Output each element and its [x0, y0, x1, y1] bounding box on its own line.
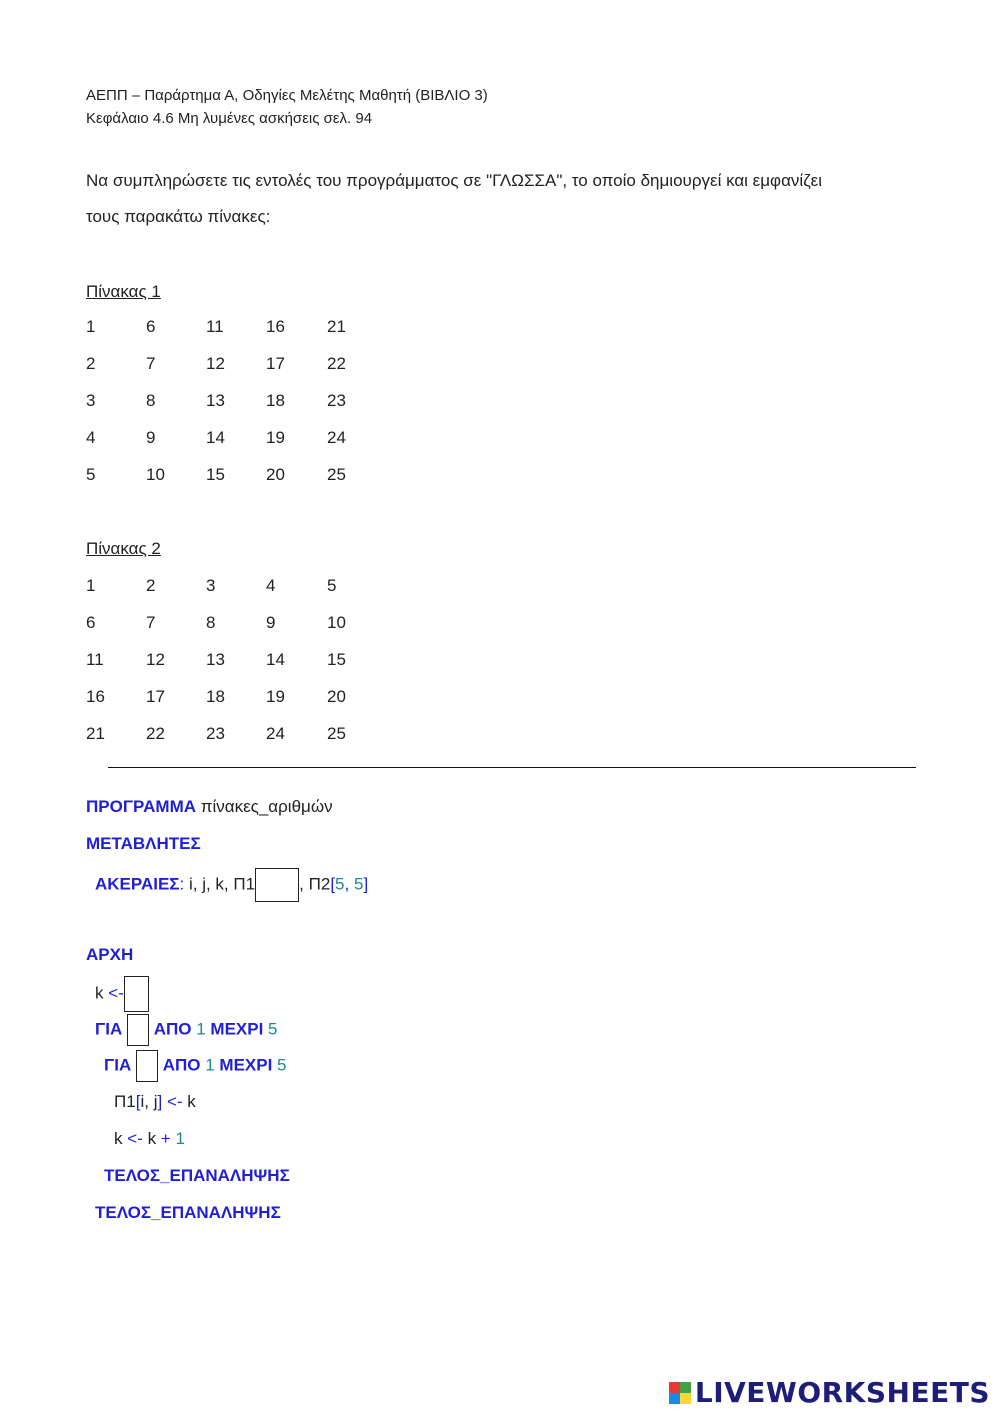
- table1-cell: 1: [86, 317, 96, 336]
- table1-cell: 3: [86, 391, 96, 410]
- code-line-for-inner: [104, 1050, 287, 1082]
- table1-cell: 5: [86, 465, 96, 484]
- table1-cell: 6: [146, 317, 156, 336]
- k-initial-input[interactable]: [124, 976, 149, 1012]
- incr-operator: <-: [127, 1129, 143, 1148]
- table2-cell: 8: [206, 613, 216, 632]
- to-inner-value: 5: [277, 1055, 287, 1075]
- table1-cell: 18: [266, 391, 285, 410]
- incr-mid: k: [147, 1129, 157, 1148]
- table2-cell: 3: [206, 576, 216, 595]
- table1-cell: 23: [327, 391, 346, 410]
- code-line-end-inner: [104, 1166, 290, 1186]
- code-line-integers: [95, 868, 368, 902]
- table2-cell: 14: [266, 650, 285, 669]
- table2-cell: 24: [266, 724, 285, 743]
- for-outer-var-input[interactable]: [127, 1014, 149, 1046]
- incr-plus: +: [160, 1129, 171, 1148]
- p2-close-bracket: ]: [363, 874, 369, 894]
- to-inner-keyword: ΜΕΧΡΙ: [219, 1055, 273, 1075]
- for-inner-var-input[interactable]: [136, 1050, 158, 1082]
- code-line-program: [86, 797, 333, 817]
- table2-cell: 21: [86, 724, 105, 743]
- instruction-line-1: Να συμπληρώσετε τις εντολές του προγράμματος σε "ΓΛΩΣΣΑ", το οποίο δημιουργεί και εμφανίζει: [86, 171, 823, 190]
- assign-source: k: [187, 1092, 196, 1111]
- p2-comma: ,: [299, 874, 304, 894]
- p2-separator: ,: [344, 874, 350, 894]
- table2-cell: 12: [146, 650, 165, 669]
- from-outer-keyword: ΑΠΟ: [153, 1019, 192, 1039]
- from-outer-value: 1: [196, 1019, 206, 1039]
- table2-cell: 11: [86, 650, 104, 669]
- table1-cell: 14: [206, 428, 225, 447]
- table2-cell: 20: [327, 687, 346, 706]
- table1-cell: 15: [206, 465, 225, 484]
- table1-title: Πίνακας 1: [86, 282, 161, 301]
- integers-keyword: ΑΚΕΡΑΙΕΣ: [95, 874, 180, 894]
- table2-cell: 25: [327, 724, 346, 743]
- table2-cell: 5: [327, 576, 337, 595]
- to-outer-value: 5: [268, 1019, 278, 1039]
- table2-cell: 22: [146, 724, 165, 743]
- assign-index: i, j: [140, 1092, 158, 1111]
- header-line-2: Κεφάλαιο 4.6 Μη λυμένες ασκήσεις σελ. 94: [86, 110, 373, 127]
- code-line-for-outer: [95, 1014, 278, 1046]
- table2-cell: 10: [327, 613, 346, 632]
- table1-cell: 11: [206, 317, 224, 336]
- code-line-k-init: [95, 976, 149, 1012]
- end-loop-outer-keyword: ΤΕΛΟΣ_ΕΠΑΝΑΛΗΨΗΣ: [95, 1203, 281, 1222]
- table1-cell: 10: [146, 465, 165, 484]
- table1-cell: 8: [146, 391, 156, 410]
- instruction-line-2: τους παρακάτω πίνακες:: [86, 207, 271, 226]
- incr-lhs: k: [114, 1129, 123, 1148]
- assign-operator: <-: [166, 1092, 183, 1111]
- for-inner-keyword: ΓΙΑ: [104, 1055, 132, 1075]
- table2-cell: 1: [86, 576, 96, 595]
- begin-keyword: ΑΡΧΗ: [86, 945, 134, 964]
- table1-cell: 13: [206, 391, 225, 410]
- table1-cell: 20: [266, 465, 285, 484]
- header-line-1: ΑΕΠΠ – Παράρτημα Α, Οδηγίες Μελέτης Μαθητή (ΒΙΒΛΙΟ 3): [86, 87, 488, 104]
- separator-line: [108, 767, 916, 768]
- for-outer-keyword: ΓΙΑ: [95, 1019, 123, 1039]
- table2-cell: 6: [86, 613, 96, 632]
- variables-keyword: ΜΕΤΑΒΛΗΤΕΣ: [86, 834, 201, 853]
- k-assign: <-: [108, 983, 124, 1003]
- table2-cell: 16: [86, 687, 105, 706]
- table1-cell: 24: [327, 428, 346, 447]
- table2-cell: 18: [206, 687, 225, 706]
- code-line-assign: [114, 1092, 196, 1112]
- table2-cell: 7: [146, 613, 156, 632]
- program-name: πίνακες_αριθμών: [200, 797, 333, 816]
- to-outer-keyword: ΜΕΧΡΙ: [210, 1019, 264, 1039]
- integers-vars: i, j, k, Π1: [188, 874, 256, 894]
- p2-dim2: 5: [353, 874, 364, 894]
- from-inner-value: 1: [205, 1055, 215, 1075]
- table2-cell: 15: [327, 650, 346, 669]
- table1-cell: 22: [327, 354, 346, 373]
- code-line-begin: [86, 945, 133, 965]
- k-var: k: [95, 983, 104, 1003]
- table2-title: Πίνακας 2: [86, 539, 161, 558]
- end-loop-inner-keyword: ΤΕΛΟΣ_ΕΠΑΝΑΛΗΨΗΣ: [104, 1166, 290, 1185]
- table2-cell: 23: [206, 724, 225, 743]
- table2-cell: 9: [266, 613, 276, 632]
- table1-cell: 19: [266, 428, 285, 447]
- table1-cell: 9: [146, 428, 156, 447]
- liveworksheets-logo-text: LIVEWORKSHEETS: [694, 1376, 990, 1409]
- table1-cell: 17: [266, 354, 285, 373]
- integers-colon: :: [179, 874, 185, 894]
- program-keyword: ΠΡΟΓΡΑΜΜΑ: [86, 797, 197, 816]
- p2-name: Π2: [308, 874, 331, 894]
- assign-target: Π1: [114, 1092, 136, 1111]
- p1-dimension-input[interactable]: [255, 868, 299, 902]
- table1-cell: 2: [86, 354, 96, 373]
- table1-cell: 16: [266, 317, 285, 336]
- assign-open-bracket: [: [135, 1092, 141, 1111]
- code-line-increment: [114, 1129, 185, 1149]
- liveworksheets-logo: [669, 1376, 990, 1409]
- table2-cell: 4: [266, 576, 276, 595]
- table2-cell: 2: [146, 576, 156, 595]
- from-inner-keyword: ΑΠΟ: [162, 1055, 201, 1075]
- incr-value: 1: [175, 1129, 185, 1148]
- table1-cell: 21: [327, 317, 346, 336]
- liveworksheets-logo-icon: [669, 1382, 691, 1404]
- p2-open-bracket: [: [330, 874, 336, 894]
- table2-cell: 17: [146, 687, 165, 706]
- table2-cell: 13: [206, 650, 225, 669]
- assign-close-bracket: ]: [157, 1092, 163, 1111]
- table1-cell: 12: [206, 354, 225, 373]
- code-line-end-outer: [95, 1203, 281, 1223]
- p2-dim1: 5: [335, 874, 345, 894]
- code-line-variables: [86, 834, 201, 854]
- table1-cell: 4: [86, 428, 96, 447]
- table2-cell: 19: [266, 687, 285, 706]
- table1-cell: 7: [146, 354, 156, 373]
- table1-cell: 25: [327, 465, 346, 484]
